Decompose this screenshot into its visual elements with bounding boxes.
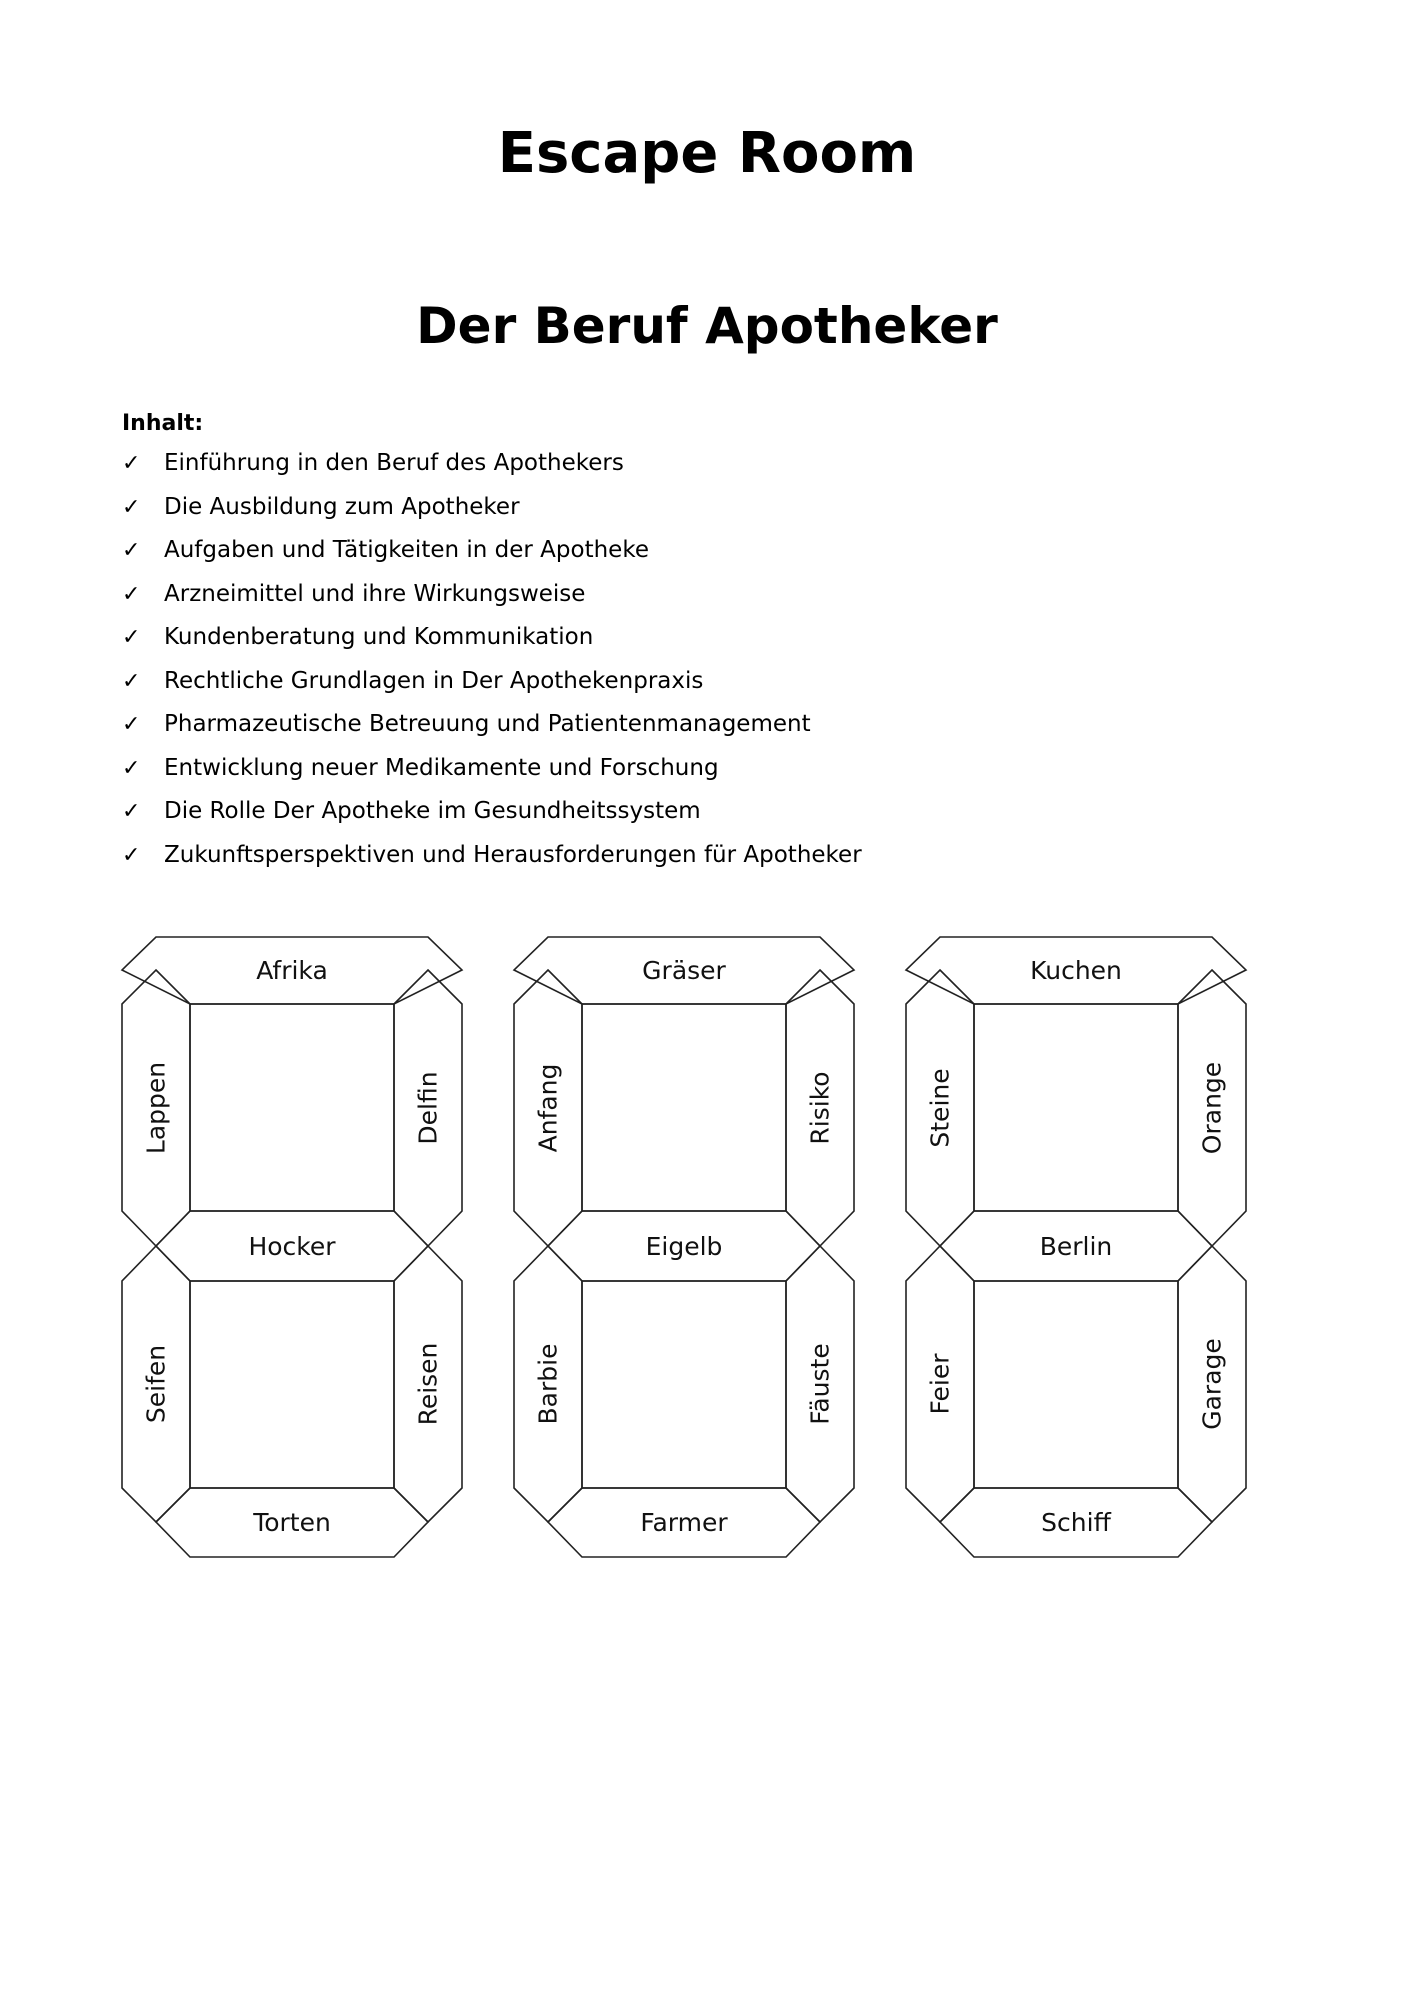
upper-right-word: Delfin [413, 1071, 443, 1145]
list-item-label: Entwicklung neuer Medikamente und Forschung [164, 754, 719, 781]
lower-right-word: Reisen [413, 1342, 443, 1426]
puzzle-display-1 [122, 937, 462, 1557]
check-icon: ✓ [122, 625, 141, 650]
list-item-label: Arzneimittel und ihre Wirkungsweise [164, 580, 586, 607]
lower-left-word: Seifen [141, 1344, 171, 1424]
check-icon: ✓ [122, 799, 141, 824]
upper-center-box [582, 1004, 786, 1211]
list-item-label: Zukunftsperspektiven und Herausforderungen für Apotheker [164, 841, 862, 868]
upper-left-word: Lappen [141, 1061, 171, 1155]
check-icon: ✓ [122, 451, 141, 476]
contents-heading: Inhalt: [122, 411, 204, 436]
list-item-label: Die Ausbildung zum Apotheker [164, 493, 520, 520]
check-icon: ✓ [122, 494, 141, 520]
check-icon: ✓ [122, 668, 141, 694]
list-item-label: Kundenberatung und Kommunikation [164, 624, 594, 650]
upper-left-word: Steine [925, 1068, 955, 1148]
bottom-word: Schiff [1041, 1508, 1111, 1537]
middle-word: Eigelb [645, 1232, 723, 1261]
list-item-label: Rechtliche Grundlagen in Der Apothekenpraxis [164, 667, 704, 694]
list-item-label: Pharmazeutische Betreuung und Patientenmanagement [164, 711, 811, 737]
list-item-label: Die Rolle Der Apotheke im Gesundheitssystem [164, 798, 701, 824]
top-word: Kuchen [1030, 956, 1122, 985]
check-icon: ✓ [122, 842, 141, 868]
upper-center-box [974, 1004, 1178, 1211]
puzzle-display-2 [514, 937, 854, 1557]
lower-center-box [190, 1281, 394, 1488]
list-item-label: Einführung in den Beruf des Apothekers [164, 450, 624, 476]
upper-center-box [190, 1004, 394, 1211]
lower-right-word: Garage [1197, 1338, 1227, 1430]
lower-center-box [582, 1281, 786, 1488]
check-icon: ✓ [122, 712, 141, 737]
page-subtitle: Der Beruf Apotheker [416, 297, 998, 355]
lower-center-box [974, 1281, 1178, 1488]
top-word: Afrika [256, 956, 328, 985]
check-icon: ✓ [122, 581, 141, 607]
check-icon: ✓ [122, 755, 141, 781]
page-title: Escape Room [497, 121, 917, 186]
lower-left-word: Feier [925, 1353, 955, 1415]
check-icon: ✓ [122, 538, 141, 563]
bottom-word: Farmer [640, 1508, 728, 1537]
list-item-label: Aufgaben und Tätigkeiten in der Apotheke [164, 537, 649, 563]
lower-right-word: Fäuste [805, 1343, 835, 1425]
bottom-word: Torten [253, 1508, 331, 1537]
middle-word: Berlin [1039, 1232, 1113, 1261]
lower-left-word: Barbie [533, 1343, 563, 1425]
upper-left-word: Anfang [533, 1063, 563, 1153]
middle-word: Hocker [248, 1232, 336, 1261]
top-word: Gräser [642, 956, 726, 985]
upper-right-word: Risiko [805, 1071, 835, 1145]
upper-right-word: Orange [1197, 1061, 1227, 1155]
puzzle-display-3 [906, 937, 1246, 1557]
